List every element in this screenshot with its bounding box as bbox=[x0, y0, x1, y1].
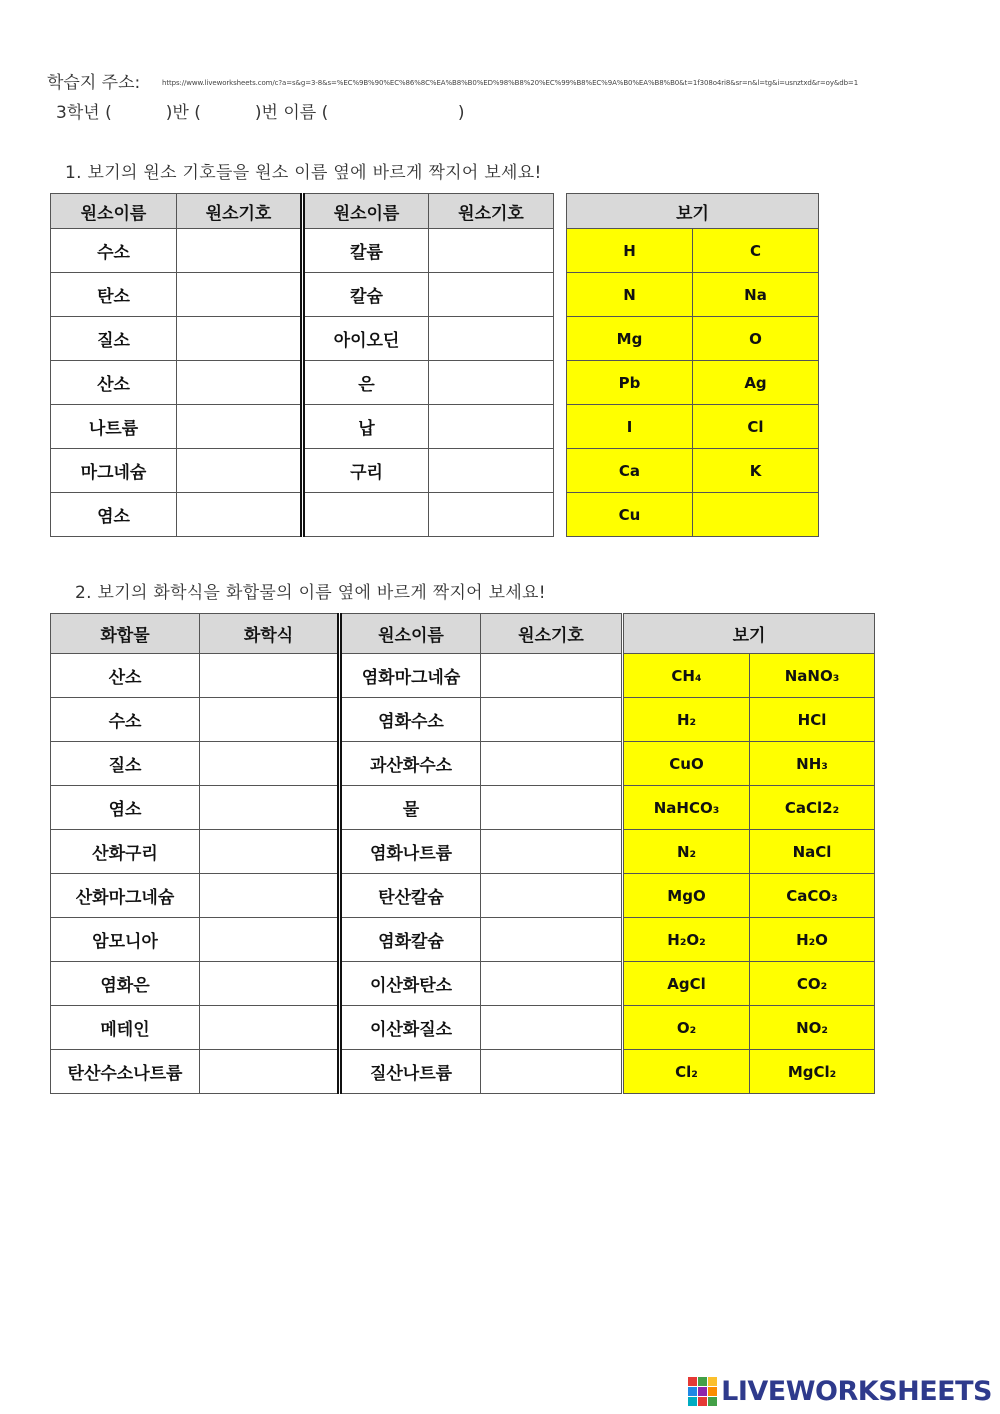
q1-answer-blank[interactable] bbox=[177, 361, 303, 405]
choice-chip[interactable]: NaCl bbox=[750, 830, 875, 874]
choice-chip[interactable]: Ag bbox=[693, 361, 819, 405]
q1-element-name: 질소 bbox=[51, 317, 177, 361]
q1-answer-table bbox=[50, 193, 554, 537]
q1-element-name: 수소 bbox=[51, 229, 177, 273]
choice-chip[interactable]: CaCO₃ bbox=[750, 874, 875, 918]
q1-answer-blank[interactable] bbox=[429, 229, 554, 273]
choice-chip[interactable]: NO₂ bbox=[750, 1006, 875, 1050]
q1-choices-header: 보기 bbox=[567, 194, 819, 229]
choice-chip[interactable]: N₂ bbox=[624, 830, 750, 874]
q1-answer-blank[interactable] bbox=[177, 273, 303, 317]
q2-answer-blank[interactable] bbox=[200, 918, 340, 962]
choice-chip[interactable]: I bbox=[567, 405, 693, 449]
q1-element-name: 탄소 bbox=[51, 273, 177, 317]
q2-answer-blank[interactable] bbox=[200, 1050, 340, 1094]
q2-compound-name: 염소 bbox=[51, 786, 200, 830]
q1-answer-blank[interactable] bbox=[429, 273, 554, 317]
q2-answer-blank[interactable] bbox=[200, 874, 340, 918]
q2-compound-name: 염화칼슘 bbox=[340, 918, 481, 962]
q2-answer-blank[interactable] bbox=[481, 786, 622, 830]
q1-answer-blank[interactable] bbox=[177, 449, 303, 493]
choice-chip[interactable]: Cu bbox=[567, 493, 693, 537]
q2-compound-name: 암모니아 bbox=[51, 918, 200, 962]
q2-compound-name: 과산화수소 bbox=[340, 742, 481, 786]
q2-compound-name: 메테인 bbox=[51, 1006, 200, 1050]
choice-chip[interactable]: H₂O₂ bbox=[624, 918, 750, 962]
address-label: 학습지 주소: bbox=[47, 73, 141, 93]
q2-title: 2. 보기의 화학식을 화합물의 이름 옆에 바르게 짝지어 보세요! bbox=[75, 583, 546, 603]
q1-header-symbol-2: 원소기호 bbox=[429, 194, 554, 229]
q2-answer-blank[interactable] bbox=[200, 962, 340, 1006]
q1-header-symbol-1: 원소기호 bbox=[177, 194, 303, 229]
q2-compound-name: 염화수소 bbox=[340, 698, 481, 742]
choice-chip[interactable]: AgCl bbox=[624, 962, 750, 1006]
q1-answer-blank[interactable] bbox=[177, 405, 303, 449]
choice-chip[interactable]: Mg bbox=[567, 317, 693, 361]
empty-choice-cell bbox=[693, 493, 819, 537]
q2-header-formula: 화학식 bbox=[200, 614, 340, 654]
choice-chip[interactable]: H₂O bbox=[750, 918, 875, 962]
choice-chip[interactable]: H bbox=[567, 229, 693, 273]
q2-compound-name: 산화구리 bbox=[51, 830, 200, 874]
q2-compound-name: 염화은 bbox=[51, 962, 200, 1006]
q2-choices-header: 보기 bbox=[624, 614, 875, 654]
q1-element-name: 은 bbox=[303, 361, 429, 405]
choice-chip[interactable]: C bbox=[693, 229, 819, 273]
q2-compound-name: 질소 bbox=[51, 742, 200, 786]
worksheet-url: https://www.liveworksheets.com/c?a=s&g=3-8&s=%EC%9B%90%EC%86%8C%EA%B8%B0%ED%98%B8%20%EC%99%B8%EC%9A%B0%EA%B8%B0&t=1f308o4ri8&sr=n&l=tg&i=usnztxd&r=oy&db=1 bbox=[162, 79, 859, 87]
q1-element-name: 칼륨 bbox=[303, 229, 429, 273]
q1-title: 1. 보기의 원소 기호들을 원소 이름 옆에 바르게 짝지어 보세요! bbox=[65, 163, 542, 183]
q1-answer-blank[interactable] bbox=[429, 361, 554, 405]
choice-chip[interactable]: CaCl2₂ bbox=[750, 786, 875, 830]
q1-element-name: 마그네슘 bbox=[51, 449, 177, 493]
q2-answer-blank[interactable] bbox=[200, 830, 340, 874]
q1-choices-table bbox=[566, 193, 819, 537]
q2-answer-blank[interactable] bbox=[481, 1006, 622, 1050]
q1-element-name: 납 bbox=[303, 405, 429, 449]
choice-chip[interactable]: CH₄ bbox=[624, 654, 750, 698]
choice-chip[interactable]: MgCl₂ bbox=[750, 1050, 875, 1094]
q2-compound-name: 염화마그네슘 bbox=[340, 654, 481, 698]
q1-element-name: 염소 bbox=[51, 493, 177, 537]
choice-chip[interactable]: CuO bbox=[624, 742, 750, 786]
q2-answer-blank[interactable] bbox=[200, 742, 340, 786]
choice-chip[interactable]: Ca bbox=[567, 449, 693, 493]
q2-answer-blank[interactable] bbox=[200, 786, 340, 830]
q2-answer-blank[interactable] bbox=[481, 742, 622, 786]
q2-compound-name: 산소 bbox=[51, 654, 200, 698]
choice-chip[interactable]: H₂ bbox=[624, 698, 750, 742]
q2-compound-name: 수소 bbox=[51, 698, 200, 742]
q2-answer-table bbox=[50, 613, 622, 1094]
q2-header-name-2: 원소이름 bbox=[340, 614, 481, 654]
q2-answer-blank[interactable] bbox=[481, 874, 622, 918]
q2-compound-name: 탄산칼슘 bbox=[340, 874, 481, 918]
choice-chip[interactable]: MgO bbox=[624, 874, 750, 918]
choice-chip[interactable]: Cl₂ bbox=[624, 1050, 750, 1094]
q1-element-name: 칼슘 bbox=[303, 273, 429, 317]
choice-chip[interactable]: HCl bbox=[750, 698, 875, 742]
logo-mark-icon bbox=[688, 1377, 717, 1406]
q2-header-symbol-2: 원소기호 bbox=[481, 614, 622, 654]
q1-answer-blank[interactable] bbox=[429, 317, 554, 361]
choice-chip[interactable]: K bbox=[693, 449, 819, 493]
q1-element-name: 산소 bbox=[51, 361, 177, 405]
q1-answer-blank[interactable] bbox=[177, 493, 303, 537]
q1-element-name: 아이오딘 bbox=[303, 317, 429, 361]
q1-answer-blank[interactable] bbox=[429, 449, 554, 493]
q2-compound-name: 염화나트륨 bbox=[340, 830, 481, 874]
choice-chip[interactable]: NH₃ bbox=[750, 742, 875, 786]
q2-header-compound: 화합물 bbox=[51, 614, 200, 654]
q2-compound-name: 물 bbox=[340, 786, 481, 830]
q2-answer-blank[interactable] bbox=[481, 654, 622, 698]
choice-chip[interactable]: CO₂ bbox=[750, 962, 875, 1006]
choice-chip[interactable]: Na bbox=[693, 273, 819, 317]
q1-header-name-1: 원소이름 bbox=[51, 194, 177, 229]
q2-answer-blank[interactable] bbox=[481, 918, 622, 962]
q2-answer-blank[interactable] bbox=[481, 698, 622, 742]
q1-element-name bbox=[303, 493, 429, 537]
choice-chip[interactable]: NaHCO₃ bbox=[624, 786, 750, 830]
choice-chip[interactable]: Pb bbox=[567, 361, 693, 405]
q1-answer-blank[interactable] bbox=[177, 317, 303, 361]
q2-answer-blank[interactable] bbox=[481, 962, 622, 1006]
q2-answer-blank[interactable] bbox=[200, 1006, 340, 1050]
q2-compound-name: 이산화질소 bbox=[340, 1006, 481, 1050]
q2-answer-blank[interactable] bbox=[200, 698, 340, 742]
choice-chip[interactable]: O₂ bbox=[624, 1006, 750, 1050]
q1-answer-blank[interactable] bbox=[177, 229, 303, 273]
q2-answer-blank[interactable] bbox=[481, 1050, 622, 1094]
q2-compound-name: 산화마그네슘 bbox=[51, 874, 200, 918]
q2-compound-name: 질산나트륨 bbox=[340, 1050, 481, 1094]
q1-answer-blank[interactable] bbox=[429, 493, 554, 537]
student-info-line: 3학년 ( )반 ( )번 이름 ( ) bbox=[56, 103, 465, 123]
liveworksheets-logo bbox=[688, 1374, 992, 1408]
q1-header-name-2: 원소이름 bbox=[303, 194, 429, 229]
q2-answer-blank[interactable] bbox=[200, 654, 340, 698]
q2-compound-name: 이산화탄소 bbox=[340, 962, 481, 1006]
choice-chip[interactable]: O bbox=[693, 317, 819, 361]
choice-chip[interactable]: N bbox=[567, 273, 693, 317]
logo-text: LIVEWORKSHEETS bbox=[721, 1375, 992, 1407]
q1-element-name: 나트륨 bbox=[51, 405, 177, 449]
q1-answer-blank[interactable] bbox=[429, 405, 554, 449]
choice-chip[interactable]: Cl bbox=[693, 405, 819, 449]
q2-compound-name: 탄산수소나트륨 bbox=[51, 1050, 200, 1094]
choice-chip[interactable]: NaNO₃ bbox=[750, 654, 875, 698]
q2-answer-blank[interactable] bbox=[481, 830, 622, 874]
q1-element-name: 구리 bbox=[303, 449, 429, 493]
q2-choices-table bbox=[623, 613, 875, 1094]
